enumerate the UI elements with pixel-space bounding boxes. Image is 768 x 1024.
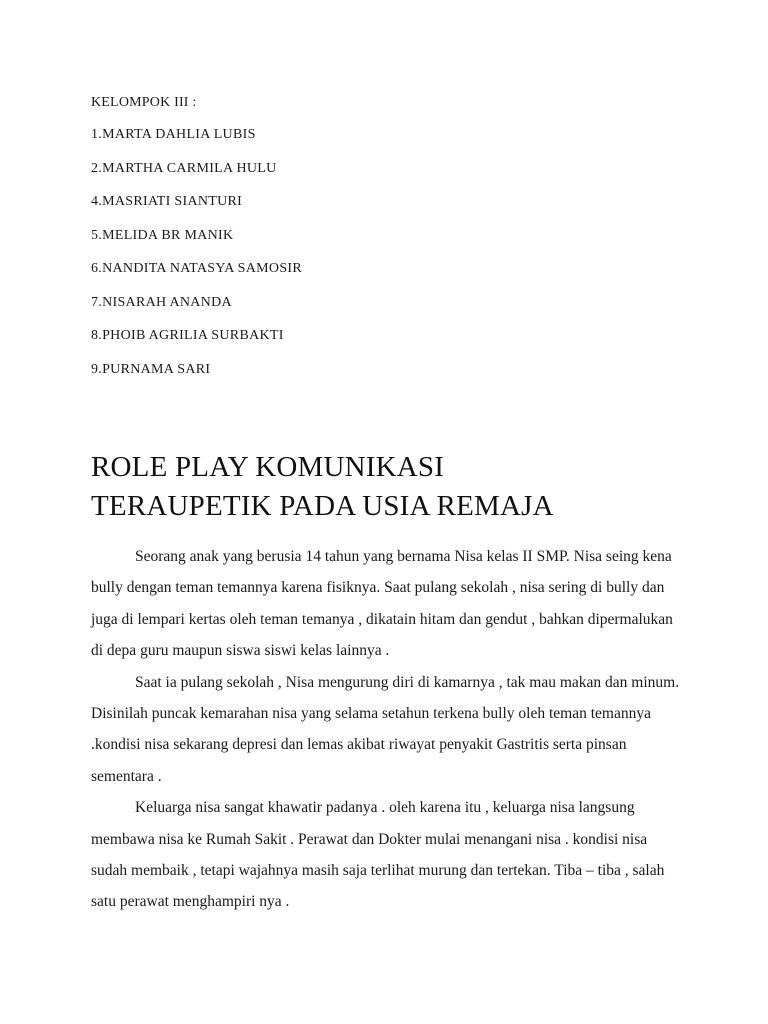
title-line-1: ROLE PLAY KOMUNIKASI — [91, 451, 445, 483]
member-item: 7.NISARAH ANANDA — [91, 294, 232, 310]
member-item: 4.MASRIATI SIANTURI — [91, 194, 243, 209]
body-paragraph-1: Seorang anak yang berusia 14 tahun yang bernama Nisa kelas II SMP. Nisa seing kena bully dengan teman temannya karena fisiknya. Saat pulang sekolah , nisa sering di bully dan juga di lempari kertas oleh teman temanya , dikatain hitam dan gendut , bahkan dipermalukan di depa guru maupun siswa siswi kelas lainnya . — [91, 548, 673, 660]
group-heading: KELOMPOK III : — [91, 95, 197, 110]
body-paragraph-2: Saat ia pulang sekolah , Nisa mengurung diri di kamarnya , tak mau makan dan minum. Disinilah puncak kemarahan nisa yang selama setahun terkena bully oleh teman temannya .kondisi nisa sekarang depresi dan lemas akibat riwayat penyakit Gastritis serta pinsan sementara . — [91, 673, 680, 785]
member-item: 1.MARTA DAHLIA LUBIS — [91, 127, 256, 142]
document-title — [91, 448, 711, 526]
member-item: 9.PURNAMA SARI — [91, 361, 211, 377]
member-item: 6.NANDITA NATASYA SAMOSIR — [91, 261, 303, 276]
member-item: 2.MARTHA CARMILA HULU — [91, 160, 277, 176]
member-list — [91, 127, 302, 395]
body-text — [91, 541, 687, 918]
member-item: 8.PHOIB AGRILIA SURBAKTI — [91, 328, 284, 343]
body-paragraph-3: Keluarga nisa sangat khawatir padanya . oleh karena itu , keluarga nisa langsung membawa nisa ke Rumah Sakit . Perawat dan Dokter mulai menangani nisa . kondisi nisa sudah membaik , tetapi wajahnya masih saja terlihat murung dan tertekan. Tiba – tiba , salah satu perawat menghampiri nya . — [91, 799, 665, 911]
title-line-2: TERAUPETIK PADA USIA REMAJA — [91, 490, 554, 522]
member-item: 5.MELIDA BR MANIK — [91, 227, 234, 243]
